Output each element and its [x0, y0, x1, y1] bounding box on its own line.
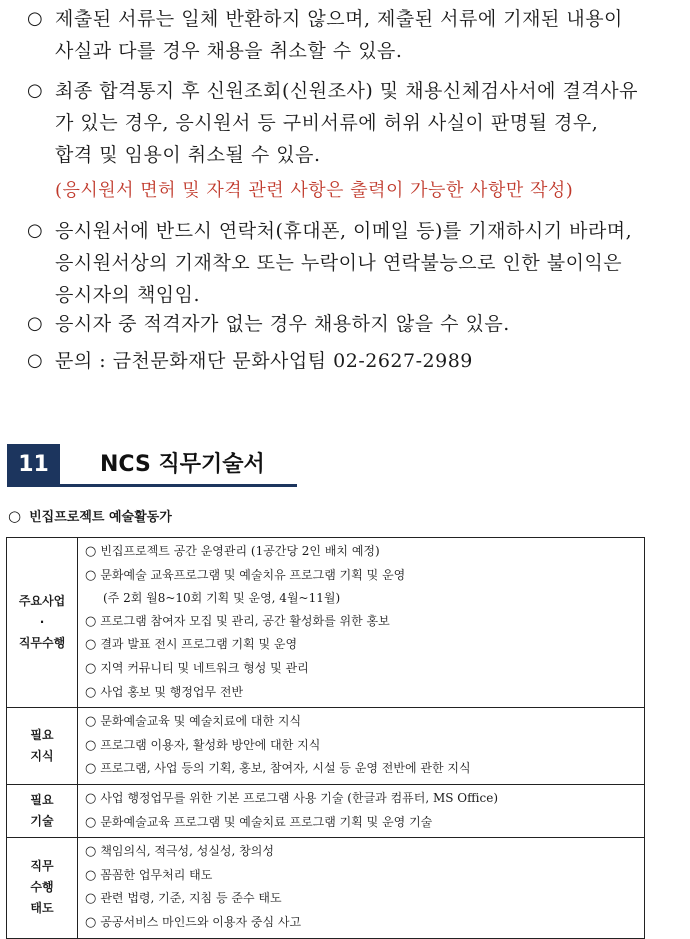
- row-items: [78, 784, 645, 837]
- row-label: 직무 수행 태도: [7, 838, 78, 938]
- list-item: ○ 사업 홍보 및 행정업무 전반: [85, 684, 244, 700]
- list-item: ○ 지역 커뮤니티 및 네트워크 형성 및 관리: [85, 660, 309, 676]
- job-subheading: [8, 506, 172, 528]
- list-item: ○ 프로그램 참여자 모집 및 관리, 공간 활성화를 위한 홍보: [85, 613, 390, 629]
- list-item: ○ 결과 발표 전시 프로그램 기획 및 운영: [85, 637, 298, 653]
- list-item: ○ 프로그램 이용자, 활성화 방안에 대한 지식: [85, 737, 321, 753]
- list-item: ○ 빈집프로젝트 공간 운영관리 (1공간당 2인 배치 예정): [85, 544, 380, 559]
- bullet-icon: ○: [8, 507, 22, 525]
- bullet-icon: ○: [27, 313, 43, 334]
- notice-text: 응시자의 책임임.: [55, 284, 201, 306]
- list-item: ○ 문화예술교육 프로그램 및 예술치료 프로그램 기획 및 운영 기술: [85, 814, 433, 830]
- job-title: 빈집프로젝트 예술활동가: [29, 510, 172, 525]
- list-item: ○ 문화예술 교육프로그램 및 예술치유 프로그램 기획 및 운영: [85, 567, 406, 583]
- section-number-badge: 11: [7, 444, 60, 485]
- row-label: 필요 지식: [7, 708, 78, 785]
- bullet-icon: ○: [27, 220, 43, 241]
- notice-text: 응시원서에 반드시 연락처(휴대폰, 이메일 등)를 기재하시기 바라며,: [55, 220, 633, 242]
- notice-text: 최종 합격통지 후 신원조회(신원조사) 및 채용신체검사서에 결격사유: [55, 80, 638, 102]
- notice-text: 가 있는 경우, 응시원서 등 구비서류에 허위 사실이 판명될 경우,: [55, 112, 599, 134]
- table-row: [7, 784, 645, 837]
- bullet-icon: ○: [27, 8, 43, 29]
- row-items: [78, 708, 645, 785]
- list-item: ○ 관련 법령, 기준, 지침 등 준수 태도: [85, 891, 282, 907]
- notice-note: (응시원서 면허 및 자격 관련 사항은 출력이 가능한 사항만 작성): [55, 180, 574, 201]
- list-item: ○ 책임의식, 적극성, 성실성, 창의성: [85, 844, 274, 860]
- section-title: NCS 직무기술서: [100, 452, 265, 477]
- row-items: [78, 538, 645, 708]
- row-label: 주요사업 · 직무수행: [7, 538, 78, 708]
- list-item: ○ 사업 행정업무를 위한 기본 프로그램 사용 기술 (한글과 컴퓨터, MS Office): [85, 790, 498, 806]
- job-description-table: [6, 537, 645, 939]
- table-row: [7, 838, 645, 938]
- list-item: ○ 꼼꼼한 업무처리 태도: [85, 867, 213, 883]
- notice-text: 응시자 중 적격자가 없는 경우 채용하지 않을 수 있음.: [55, 313, 510, 335]
- contact-text: 문의 : 금천문화재단 문화사업팀 02-2627-2989: [55, 350, 473, 372]
- row-items: [78, 838, 645, 938]
- notice-text: 제출된 서류는 일체 반환하지 않으며, 제출된 서류에 기재된 내용이: [55, 8, 623, 30]
- list-item: ○ 공공서비스 마인드와 이용자 중심 사고: [85, 914, 302, 930]
- table-row: [7, 708, 645, 785]
- bullet-icon: ○: [27, 80, 43, 101]
- list-item: ○ 프로그램, 사업 등의 기획, 홍보, 참여자, 시설 등 운영 전반에 관한 지식: [85, 761, 471, 777]
- bullet-icon: ○: [27, 350, 43, 371]
- notice-text: 응시원서상의 기재착오 또는 누락이나 연락불능으로 인한 불이익은: [55, 252, 623, 274]
- list-item: (주 2회 월8~10회 기획 및 운영, 4월~11월): [103, 591, 341, 606]
- notice-text: 합격 및 임용이 취소될 수 있음.: [55, 144, 321, 166]
- notice-text: 사실과 다를 경우 채용을 취소할 수 있음.: [55, 40, 403, 62]
- section-underline: [7, 484, 297, 487]
- list-item: ○ 문화예술교육 및 예술치료에 대한 지식: [85, 714, 302, 730]
- table-row: [7, 538, 645, 708]
- row-label: 필요 기술: [7, 784, 78, 837]
